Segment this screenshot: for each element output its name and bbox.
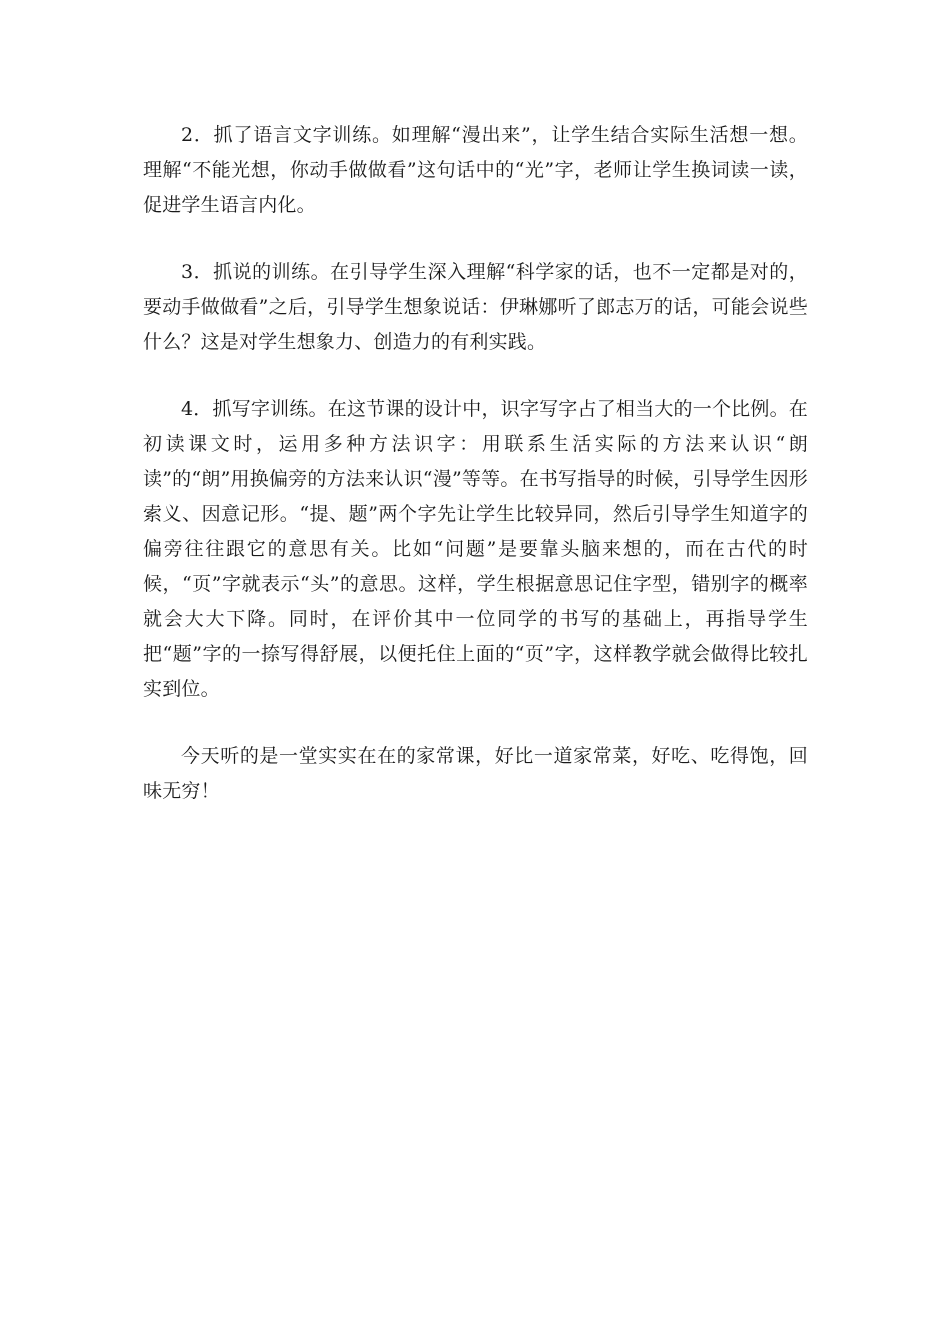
paragraph-point-3: 3．抓说的训练。在引导学生深入理解“科学家的话，也不一定都是对的，要动手做做看”之后，引导学生想象说话：伊琳娜听了郎志万的话，可能会说些什么？这是对学生想象力、创造力的有利实践。	[143, 261, 808, 353]
paragraph-point-2: 2．抓了语言文字训练。如理解“漫出来”，让学生结合实际生活想一想。理解“不能光想，你动手做做看”这句话中的“光”字，老师让学生换词读一读，促进学生语言内化。	[143, 124, 808, 216]
paragraph-conclusion: 今天听的是一堂实实在在的家常课，好比一道家常菜，好吃、吃得饱，回味无穷！	[143, 745, 808, 802]
paragraph-point-4: 4．抓写字训练。在这节课的设计中，识字写字占了相当大的一个比例。在初读课文时，运用多种方法识字：用联系生活实际的方法来认识“朗读”的“朗”用换偏旁的方法来认识“漫”等等。在书写指导的时候，引导学生因形索义、因意记形。“提、题”两个字先让学生比较异同，然后引导学生知道字的偏旁往往跟它的意思有关。比如“问题”是要靠头脑来想的，而在古代的时候，“页”字就表示“头”的意思。这样，学生根据意思记住字型，错别字的概率就会大大下降。同时，在评价其中一位同学的书写的基础上，再指导学生把“题”字的一捺写得舒展，以便托住上面的“页”字，这样教学就会做得比较扎实到位。	[143, 398, 808, 700]
document-body	[143, 118, 808, 809]
